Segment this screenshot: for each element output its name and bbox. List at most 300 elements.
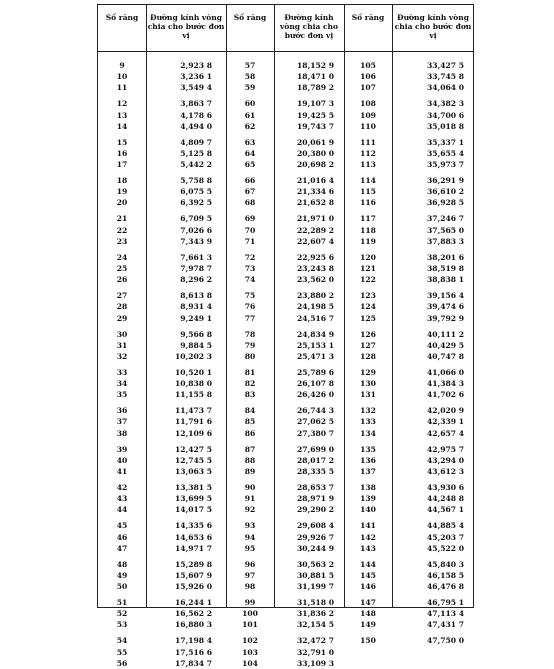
teeth-count: 144 (360, 559, 376, 569)
teeth-count: 85 (244, 417, 256, 427)
pitch-diameter: 31,518 0 (297, 598, 334, 608)
teeth-count: 147 (360, 598, 376, 608)
table-row (98, 301, 473, 312)
pitch-diameter: 7,978 7 (180, 263, 212, 273)
pitch-diameter: 29,608 4 (297, 521, 334, 531)
pitch-diameter: 32,154 5 (297, 620, 334, 630)
table-row (98, 290, 473, 301)
pitch-diameter: 44,567 1 (427, 505, 464, 515)
pitch-diameter: 23,562 0 (297, 275, 334, 285)
pitch-diameter: 33,745 8 (427, 72, 464, 82)
pitch-diameter: 22,925 6 (297, 252, 334, 262)
teeth-count: 31 (116, 340, 128, 350)
pitch-diameter: 17,834 7 (175, 658, 212, 668)
teeth-count: 55 (116, 647, 128, 657)
pitch-diameter: 39,792 9 (427, 313, 464, 323)
teeth-count: 65 (244, 160, 256, 170)
pitch-diameter: 42,657 4 (427, 428, 464, 438)
pitch-diameter: 41,066 0 (427, 367, 464, 377)
table-row (98, 351, 473, 362)
teeth-count: 23 (116, 236, 128, 246)
teeth-count: 115 (360, 187, 376, 197)
pitch-diameter: 13,699 5 (175, 494, 212, 504)
pitch-diameter: 28,971 9 (297, 494, 334, 504)
table-row (98, 635, 473, 646)
pitch-diameter: 15,607 9 (175, 570, 212, 580)
pitch-diameter: 15,926 0 (175, 582, 212, 592)
teeth-count: 125 (360, 313, 376, 323)
pitch-diameter: 32,791 0 (297, 647, 334, 657)
pitch-diameter: 13,063 5 (175, 466, 212, 476)
pitch-diameter: 10,520 1 (175, 367, 212, 377)
pitch-diameter: 27,699 0 (297, 444, 334, 454)
teeth-count: 35 (116, 390, 128, 400)
teeth-count: 27 (116, 291, 128, 301)
header-diameter-3: Đường kính vòng chia cho bước đơn vị (394, 13, 472, 40)
teeth-count: 128 (360, 351, 376, 361)
pitch-diameter: 14,971 7 (175, 543, 212, 553)
table-row (98, 658, 473, 669)
teeth-count: 122 (360, 275, 376, 285)
table-row (98, 581, 473, 592)
pitch-diameter: 6,709 5 (180, 214, 212, 224)
pitch-diameter: 26,107 8 (297, 379, 334, 389)
pitch-diameter: 42,339 1 (427, 417, 464, 427)
pitch-diameter: 11,473 7 (175, 406, 212, 416)
table-row (98, 329, 473, 340)
pitch-diameter: 39,156 4 (427, 291, 464, 301)
teeth-count: 44 (116, 505, 128, 515)
teeth-count: 21 (116, 214, 128, 224)
teeth-count: 30 (116, 329, 128, 339)
teeth-count: 57 (244, 61, 256, 70)
teeth-count: 13 (116, 110, 128, 120)
table-row (98, 236, 473, 247)
teeth-count: 88 (244, 455, 256, 465)
table-row (98, 148, 473, 159)
teeth-count: 69 (244, 214, 256, 224)
pitch-diameter: 7,026 6 (180, 225, 212, 235)
pitch-diameter: 18,471 0 (297, 72, 334, 82)
pitch-diameter: 34,064 0 (427, 83, 464, 93)
pitch-diameter: 26,744 3 (297, 406, 334, 416)
teeth-count: 111 (360, 137, 376, 147)
pitch-diameter: 22,607 4 (297, 236, 334, 246)
teeth-count: 22 (116, 225, 128, 235)
table-row (98, 82, 473, 93)
teeth-count: 26 (116, 275, 128, 285)
teeth-count: 137 (360, 466, 376, 476)
pitch-diameter: 44,248 8 (427, 494, 464, 504)
teeth-count: 53 (116, 620, 128, 630)
pitch-diameter: 35,018 8 (427, 121, 464, 131)
teeth-count: 77 (244, 313, 256, 323)
pitch-diameter: 26,426 0 (297, 390, 334, 400)
pitch-diameter: 6,392 5 (180, 198, 212, 208)
table-row (98, 493, 473, 504)
pitch-diameter: 18,152 9 (297, 61, 334, 70)
header-diameter-2: Đường kính vòng chia cho bước đơn vị (279, 13, 339, 40)
pitch-diameter: 45,203 7 (427, 532, 464, 542)
table-row (98, 647, 473, 658)
teeth-count: 11 (116, 83, 128, 93)
teeth-count: 43 (116, 494, 128, 504)
teeth-count: 60 (244, 99, 256, 109)
teeth-count: 94 (244, 532, 256, 542)
pitch-diameter: 25,789 6 (297, 367, 334, 377)
pitch-diameter: 39,474 6 (427, 302, 464, 312)
pitch-diameter: 32,472 7 (297, 636, 334, 646)
teeth-count: 86 (244, 428, 256, 438)
pitch-diameter: 45,522 0 (427, 543, 464, 553)
teeth-count: 146 (360, 582, 376, 592)
table-row (98, 263, 473, 274)
pitch-diameter: 34,700 6 (427, 110, 464, 120)
teeth-count: 81 (244, 367, 256, 377)
header-teeth-1: Số răng (105, 13, 139, 22)
teeth-count: 90 (244, 482, 256, 492)
table-row (98, 313, 473, 324)
pitch-diameter: 21,334 6 (297, 187, 334, 197)
table-row (98, 543, 473, 554)
table-row (98, 225, 473, 236)
pitch-diameter: 18,789 2 (297, 83, 334, 93)
pitch-diameter: 8,296 2 (180, 275, 212, 285)
pitch-diameter: 14,017 5 (175, 505, 212, 515)
pitch-diameter: 20,380 0 (297, 148, 334, 158)
teeth-count: 121 (360, 263, 376, 273)
teeth-count: 135 (360, 444, 376, 454)
pitch-diameter: 14,653 6 (175, 532, 212, 542)
table-row (98, 559, 473, 570)
pitch-diameter: 3,863 7 (180, 99, 212, 109)
teeth-count: 72 (244, 252, 256, 262)
teeth-count: 70 (244, 225, 256, 235)
teeth-count: 142 (360, 532, 376, 542)
pitch-diameter: 9,566 8 (180, 329, 212, 339)
pitch-diameter: 5,442 2 (180, 160, 212, 170)
teeth-count: 19 (116, 187, 128, 197)
teeth-count: 63 (244, 137, 256, 147)
pitch-diameter: 33,427 5 (427, 61, 464, 70)
teeth-count: 149 (360, 620, 376, 630)
pitch-diameter: 42,975 7 (427, 444, 464, 454)
table-row (98, 175, 473, 186)
gear-table (97, 4, 474, 668)
teeth-count: 143 (360, 543, 376, 553)
teeth-count: 47 (116, 543, 128, 553)
teeth-count: 150 (360, 636, 376, 646)
pitch-diameter: 19,425 5 (297, 110, 334, 120)
table-row (98, 428, 473, 439)
table-row (98, 520, 473, 531)
pitch-diameter: 12,427 5 (175, 444, 212, 454)
pitch-diameter: 35,655 4 (427, 148, 464, 158)
pitch-diameter: 5,758 8 (180, 176, 212, 186)
teeth-count: 41 (116, 466, 128, 476)
table-row (98, 159, 473, 170)
teeth-count: 36 (116, 406, 128, 416)
teeth-count: 93 (244, 521, 256, 531)
teeth-count: 141 (360, 521, 376, 531)
teeth-count: 71 (244, 236, 256, 246)
teeth-count: 116 (360, 198, 376, 208)
teeth-count: 62 (244, 121, 256, 131)
pitch-diameter: 46,158 5 (427, 570, 464, 580)
pitch-diameter: 23,243 8 (297, 263, 334, 273)
pitch-diameter: 7,343 9 (180, 236, 212, 246)
pitch-diameter: 19,743 7 (297, 121, 334, 131)
pitch-diameter: 41,702 6 (427, 390, 464, 400)
pitch-diameter: 28,335 5 (297, 466, 334, 476)
header-teeth-3: Số răng (351, 13, 385, 22)
teeth-count: 79 (244, 340, 256, 350)
teeth-count: 117 (360, 214, 376, 224)
table-row (98, 466, 473, 477)
teeth-count: 114 (360, 176, 376, 186)
teeth-count: 33 (116, 367, 128, 377)
pitch-diameter: 12,745 5 (175, 455, 212, 465)
teeth-count: 139 (360, 494, 376, 504)
pitch-diameter: 36,291 9 (427, 176, 464, 186)
pitch-diameter: 44,885 4 (427, 521, 464, 531)
table-row (98, 389, 473, 400)
pitch-diameter: 11,155 8 (175, 390, 212, 400)
teeth-count: 67 (244, 187, 256, 197)
teeth-count: 97 (244, 570, 256, 580)
teeth-count: 50 (116, 582, 128, 592)
pitch-diameter: 12,109 6 (175, 428, 212, 438)
pitch-diameter: 29,290 2 (297, 505, 334, 515)
table-row (98, 110, 473, 121)
table-row (98, 60, 473, 71)
table-body (98, 60, 473, 669)
teeth-count: 37 (116, 417, 128, 427)
teeth-count: 38 (116, 428, 128, 438)
table-row (98, 597, 473, 608)
teeth-count: 102 (242, 636, 258, 646)
pitch-diameter: 8,613 8 (180, 291, 212, 301)
pitch-diameter: 38,201 6 (427, 252, 464, 262)
teeth-count: 131 (360, 390, 376, 400)
teeth-count: 110 (360, 121, 376, 131)
pitch-diameter: 27,380 7 (297, 428, 334, 438)
teeth-count: 98 (244, 582, 256, 592)
pitch-diameter: 38,838 1 (427, 275, 464, 285)
teeth-count: 138 (360, 482, 376, 492)
teeth-count: 95 (244, 543, 256, 553)
pitch-diameter: 38,519 8 (427, 263, 464, 273)
pitch-diameter: 37,565 0 (427, 225, 464, 235)
pitch-diameter: 17,516 6 (175, 647, 212, 657)
table-row (98, 482, 473, 493)
teeth-count: 34 (116, 379, 128, 389)
teeth-count: 89 (244, 466, 256, 476)
teeth-count: 112 (360, 148, 376, 158)
pitch-diameter: 17,198 4 (175, 636, 212, 646)
pitch-diameter: 31,836 2 (297, 609, 334, 619)
teeth-count: 91 (244, 494, 256, 504)
teeth-count: 75 (244, 291, 256, 301)
table-row (98, 532, 473, 543)
teeth-count: 129 (360, 367, 376, 377)
table-row (98, 213, 473, 224)
pitch-diameter: 37,246 7 (427, 214, 464, 224)
teeth-count: 84 (244, 406, 256, 416)
pitch-diameter: 33,109 3 (297, 658, 334, 668)
pitch-diameter: 24,198 5 (297, 302, 334, 312)
teeth-count: 59 (244, 83, 256, 93)
table-row (98, 619, 473, 630)
teeth-count: 10 (116, 72, 128, 82)
pitch-diameter: 22,289 2 (297, 225, 334, 235)
table-row (98, 274, 473, 285)
table-row (98, 137, 473, 148)
pitch-diameter: 29,926 7 (297, 532, 334, 542)
teeth-count: 64 (244, 148, 256, 158)
teeth-count: 25 (116, 263, 128, 273)
pitch-diameter: 10,838 0 (175, 379, 212, 389)
pitch-diameter: 16,244 1 (175, 598, 212, 608)
teeth-count: 68 (244, 198, 256, 208)
pitch-diameter: 27,062 5 (297, 417, 334, 427)
teeth-count: 42 (116, 482, 128, 492)
teeth-count: 15 (116, 137, 128, 147)
pitch-diameter: 28,653 7 (297, 482, 334, 492)
teeth-count: 118 (360, 225, 376, 235)
teeth-count: 148 (360, 609, 376, 619)
pitch-diameter: 14,335 6 (175, 521, 212, 531)
teeth-count: 126 (360, 329, 376, 339)
pitch-diameter: 46,795 1 (427, 598, 464, 608)
pitch-diameter: 40,747 8 (427, 351, 464, 361)
teeth-count: 127 (360, 340, 376, 350)
table-row (98, 186, 473, 197)
pitch-diameter: 23,880 2 (297, 291, 334, 301)
pitch-diameter: 21,971 0 (297, 214, 334, 224)
table-row (98, 444, 473, 455)
teeth-count: 106 (360, 72, 376, 82)
pitch-diameter: 24,516 7 (297, 313, 334, 323)
pitch-diameter: 35,973 7 (427, 160, 464, 170)
pitch-diameter: 16,562 2 (175, 609, 212, 619)
pitch-diameter: 47,750 0 (427, 636, 464, 646)
pitch-diameter: 35,337 1 (427, 137, 464, 147)
pitch-diameter: 43,294 0 (427, 455, 464, 465)
pitch-diameter: 7,661 3 (180, 252, 212, 262)
teeth-count: 28 (116, 302, 128, 312)
teeth-count: 20 (116, 198, 128, 208)
pitch-diameter: 16,880 3 (175, 620, 212, 630)
header-teeth-2: Số răng (233, 13, 267, 22)
pitch-diameter: 47,431 7 (427, 620, 464, 630)
teeth-count: 109 (360, 110, 376, 120)
pitch-diameter: 21,652 8 (297, 198, 334, 208)
teeth-count: 51 (116, 598, 128, 608)
teeth-count: 76 (244, 302, 256, 312)
pitch-diameter: 30,244 9 (297, 543, 334, 553)
pitch-diameter: 37,883 3 (427, 236, 464, 246)
pitch-diameter: 31,199 7 (297, 582, 334, 592)
teeth-count: 66 (244, 176, 256, 186)
pitch-diameter: 3,549 4 (180, 83, 212, 93)
pitch-diameter: 4,494 0 (180, 121, 212, 131)
pitch-diameter: 43,612 3 (427, 466, 464, 476)
pitch-diameter: 47,113 4 (427, 609, 464, 619)
teeth-count: 58 (244, 72, 256, 82)
teeth-count: 52 (116, 609, 128, 619)
teeth-count: 45 (116, 521, 128, 531)
pitch-diameter: 4,809 7 (180, 137, 212, 147)
pitch-diameter: 21,016 4 (297, 176, 334, 186)
pitch-diameter: 42,020 9 (427, 406, 464, 416)
header-diameter-1: Đường kính vòng chia cho bước đơn vị (147, 13, 225, 40)
teeth-count: 113 (360, 160, 376, 170)
pitch-diameter: 45,840 3 (427, 559, 464, 569)
teeth-count: 83 (244, 390, 256, 400)
teeth-count: 133 (360, 417, 376, 427)
pitch-diameter: 9,249 1 (180, 313, 212, 323)
pitch-diameter: 36,610 2 (427, 187, 464, 197)
table-row (98, 71, 473, 82)
table-row (98, 98, 473, 109)
teeth-count: 9 (119, 61, 125, 70)
teeth-count: 123 (360, 291, 376, 301)
teeth-count: 40 (116, 455, 128, 465)
teeth-count: 107 (360, 83, 376, 93)
pitch-diameter: 43,930 6 (427, 482, 464, 492)
table-row (98, 340, 473, 351)
pitch-diameter: 28,017 2 (297, 455, 334, 465)
table-row (98, 504, 473, 515)
teeth-count: 119 (360, 236, 376, 246)
pitch-diameter: 20,061 9 (297, 137, 334, 147)
pitch-diameter: 30,881 5 (297, 570, 334, 580)
teeth-count: 48 (116, 559, 128, 569)
pitch-diameter: 24,834 9 (297, 329, 334, 339)
teeth-count: 105 (360, 61, 376, 70)
teeth-count: 140 (360, 505, 376, 515)
teeth-count: 124 (360, 302, 376, 312)
teeth-count: 78 (244, 329, 256, 339)
pitch-diameter: 41,384 3 (427, 379, 464, 389)
teeth-count: 87 (244, 444, 256, 454)
teeth-count: 73 (244, 263, 256, 273)
pitch-diameter: 36,928 5 (427, 198, 464, 208)
teeth-count: 104 (242, 658, 258, 668)
teeth-count: 108 (360, 99, 376, 109)
pitch-diameter: 6,075 5 (180, 187, 212, 197)
pitch-diameter: 46,476 8 (427, 582, 464, 592)
pitch-diameter: 4,178 6 (180, 110, 212, 120)
teeth-count: 145 (360, 570, 376, 580)
pitch-diameter: 15,289 8 (175, 559, 212, 569)
pitch-diameter: 40,111 2 (427, 329, 464, 339)
teeth-count: 39 (116, 444, 128, 454)
table-row (98, 378, 473, 389)
teeth-count: 17 (116, 160, 128, 170)
pitch-diameter: 34,382 3 (427, 99, 464, 109)
teeth-count: 54 (116, 636, 128, 646)
table-row (98, 252, 473, 263)
teeth-count: 74 (244, 275, 256, 285)
pitch-diameter: 2,923 8 (180, 61, 212, 70)
table-row (98, 405, 473, 416)
pitch-diameter: 10,202 3 (175, 351, 212, 361)
teeth-count: 24 (116, 252, 128, 262)
table-row (98, 367, 473, 378)
pitch-diameter: 25,471 3 (297, 351, 334, 361)
